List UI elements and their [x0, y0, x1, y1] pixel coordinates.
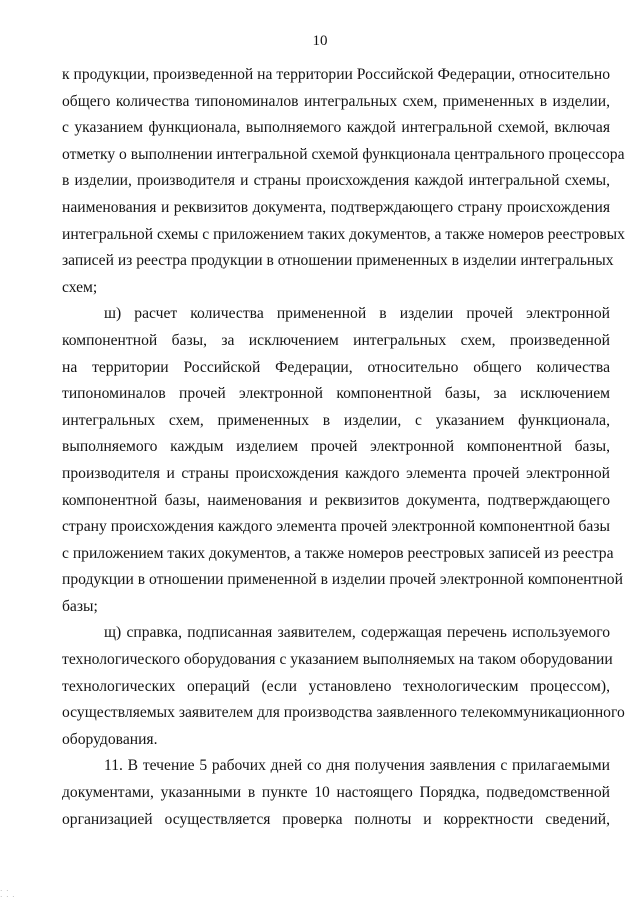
text-line: компонентной базы, наименования и реквизитов документа, подтверждающего — [62, 491, 610, 509]
text-line: технологических операций (если установлено технологическим процессом), — [62, 677, 610, 695]
text-line: страну происхождения каждого элемента прочей электронной компонентной базы — [62, 518, 610, 536]
document-body-text — [62, 62, 625, 833]
text-line: организацией осуществляется проверка полноты и корректности сведений, — [62, 810, 610, 828]
text-line: отметку о выполнении интегральной схемой функционала центрального процессора — [62, 145, 625, 163]
text-line: интегральных схем, примененных в изделии, с указанием функционала, — [62, 411, 610, 429]
text-line: к продукции, произведенной на территории Российской Федерации, относительно — [62, 66, 610, 83]
text-line: осуществляемых заявителем для производства заявленного телекоммуникационного — [62, 704, 625, 722]
text-line: компонентной базы, за исключением интегральных схем, произведенной — [62, 331, 610, 349]
text-line: ш) расчет количества примененной в изделии прочей электронной — [104, 305, 610, 323]
text-line: наименования и реквизитов документа, подтверждающего страну происхождения — [62, 198, 610, 216]
text-line: в изделии, производителя и страны происхождения каждой интегральной схемы, — [62, 172, 610, 190]
text-line: документами, указанными в пункте 10 настоящего Порядка, подведомственной — [62, 784, 610, 802]
page-number: 10 — [312, 33, 328, 49]
text-line: технологического оборудования с указанием выполняемых на таком оборудовании — [62, 651, 613, 669]
text-line: базы; — [62, 597, 98, 615]
text-line: оборудования. — [62, 730, 158, 748]
scan-margin-mark: · · · · · — [0, 887, 16, 901]
text-line: записей из реестра продукции в отношении примененных в изделии интегральных — [62, 252, 614, 270]
text-line: общего количества типономиналов интегральных схем, примененных в изделии, — [62, 92, 610, 110]
text-line: с приложением таких документов, а также номеров реестровых записей из реестра — [62, 544, 614, 562]
text-line: на территории Российской Федерации, относительно общего количества — [62, 358, 610, 376]
text-line: производителя и страны происхождения каждого элемента прочей электронной — [62, 464, 610, 482]
text-line: выполняемого каждым изделием прочей электронной компонентной базы, — [62, 438, 610, 456]
text-line: схем; — [62, 278, 98, 296]
text-line: 11. В течение 5 рабочих дней со дня получения заявления с прилагаемыми — [104, 757, 610, 775]
text-line: с указанием функционала, выполняемого каждой интегральной схемой, включая — [62, 119, 610, 137]
text-line: продукции в отношении примененной в изделии прочей электронной компонентной — [62, 571, 623, 589]
text-line: интегральной схемы с приложением таких документов, а также номеров реестровых — [62, 225, 625, 243]
text-line: щ) справка, подписанная заявителем, содержащая перечень используемого — [104, 624, 610, 642]
text-line: типономиналов прочей электронной компонентной базы, за исключением — [62, 385, 610, 403]
